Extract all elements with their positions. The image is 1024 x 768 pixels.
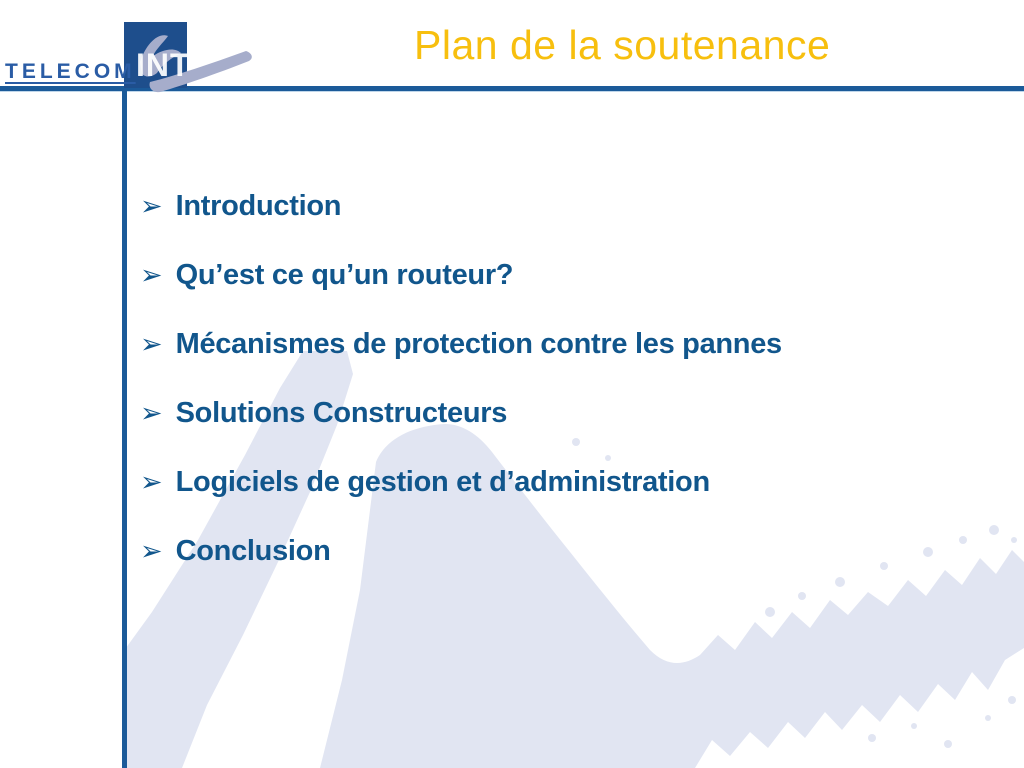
arrow-bullet-icon: ➢ <box>140 467 163 497</box>
arrow-bullet-icon: ➢ <box>140 191 163 221</box>
arrow-bullet-icon: ➢ <box>140 398 163 428</box>
bullet-label: Qu’est ce qu’un routeur? <box>175 259 514 291</box>
list-item <box>140 310 980 379</box>
logo-square-text: INT <box>136 47 191 83</box>
list-item <box>140 517 980 586</box>
bullet-label: Conclusion <box>175 535 331 567</box>
list-item <box>140 448 980 517</box>
list-item <box>140 379 980 448</box>
bullet-label: Introduction <box>175 190 342 222</box>
bullet-list <box>140 172 980 586</box>
list-item <box>140 172 980 241</box>
logo-brand-text: TELECOM <box>5 60 136 83</box>
telecom-int-logo <box>0 0 280 110</box>
bullet-label: Mécanismes de protection contre les pannes <box>175 328 782 360</box>
arrow-bullet-icon: ➢ <box>140 329 163 359</box>
arrow-bullet-icon: ➢ <box>140 536 163 566</box>
vertical-rule <box>122 86 127 768</box>
list-item <box>140 241 980 310</box>
bullet-label: Logiciels de gestion et d’administration <box>175 466 710 498</box>
arrow-bullet-icon: ➢ <box>140 260 163 290</box>
slide-title: Plan de la soutenance <box>414 22 831 68</box>
bullet-label: Solutions Constructeurs <box>175 397 508 429</box>
